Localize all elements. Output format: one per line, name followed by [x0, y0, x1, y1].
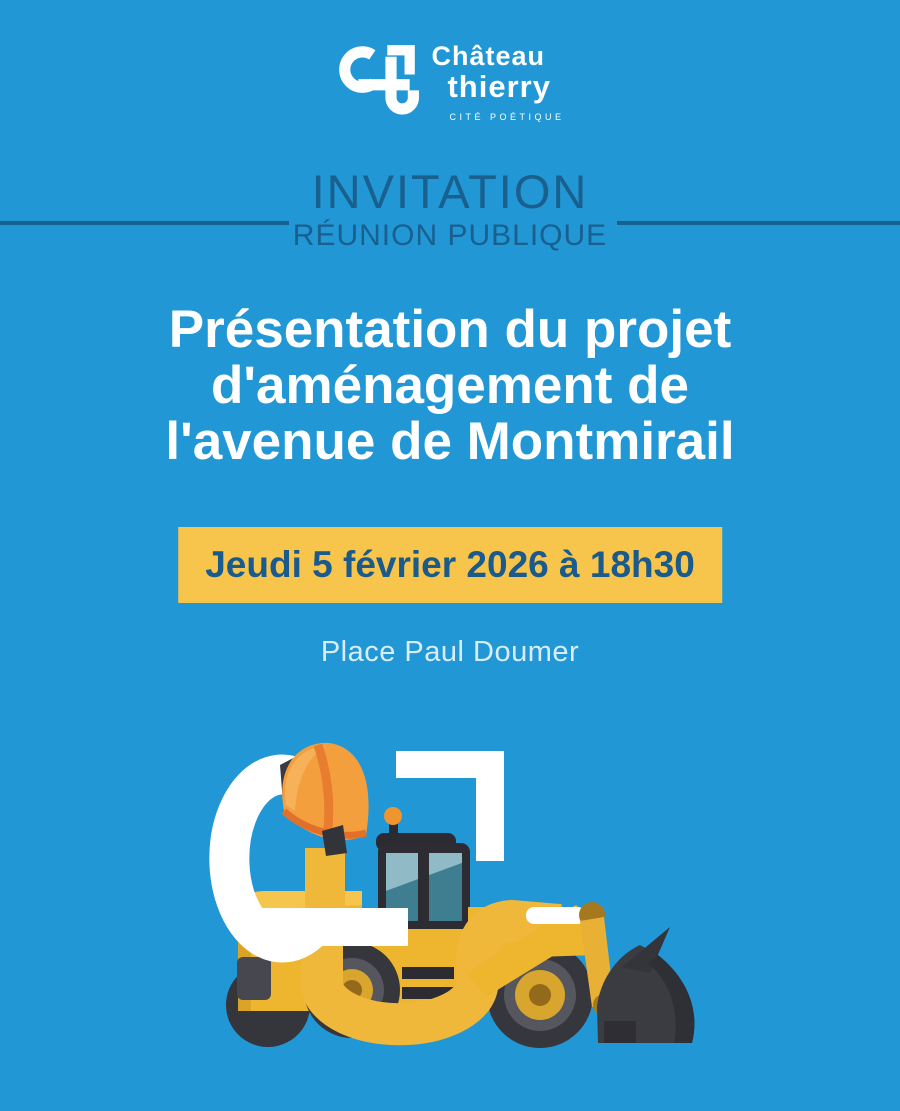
- kicker-title: INVITATION: [311, 165, 589, 218]
- logo-tagline: CITÉ POÉTIQUE: [449, 112, 565, 122]
- location-text: Place Paul Doumer: [320, 636, 580, 668]
- hard-hat: [280, 743, 369, 856]
- divider-right: [617, 221, 900, 225]
- logo-wordmark: [431, 41, 564, 122]
- kicker-block: [0, 165, 900, 253]
- chateau-thierry-monogram-icon: [335, 43, 419, 119]
- divider-left: [0, 221, 289, 225]
- event-title: [0, 302, 900, 470]
- logo-city-name-line2: thierry: [447, 69, 551, 104]
- wheel-loader-illustration: [180, 715, 720, 1060]
- logo-city-name-line1: Château: [431, 41, 546, 71]
- date-banner: [178, 527, 722, 603]
- event-title-line1: Présentation du projet: [168, 300, 732, 359]
- event-title-line3: l'avenue de Montmirail: [165, 412, 735, 471]
- event-title-line2: d'aménagement de: [211, 356, 689, 415]
- kicker-subtitle: RÉUNION PUBLIQUE: [292, 219, 608, 252]
- city-logo: [0, 41, 900, 122]
- date-text: Jeudi 5 février 2026 à 18h30: [205, 544, 695, 585]
